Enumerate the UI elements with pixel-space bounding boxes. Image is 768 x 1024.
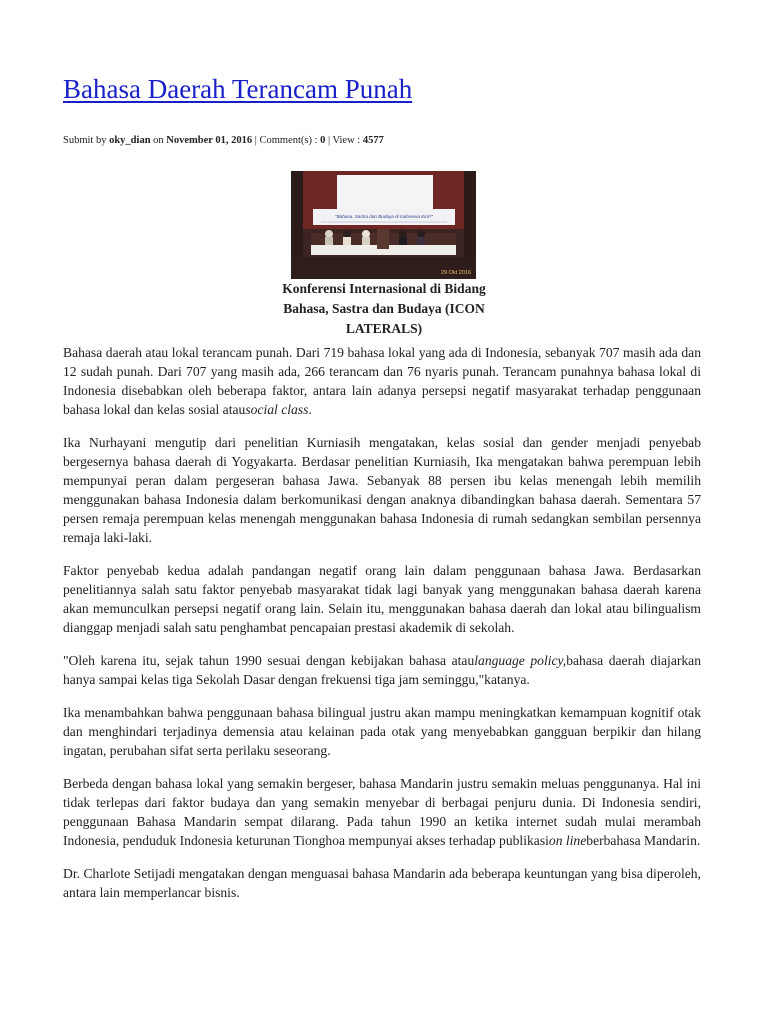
conference-photo-graphic: [291, 171, 476, 279]
paragraph-emphasis: social class: [245, 402, 309, 417]
banner-text: "Bahasa, Sastra dan Budaya di Indonesia Kini?": [334, 214, 434, 219]
paragraph-text: Berbeda dengan bahasa lokal yang semakin bergeser, bahasa Mandarin justru semakin meluas penggunanya. Hal ini tidak terlepas dari faktor budaya dan yang semakin menyebar di berbagai penjuru dunia. Di Indonesia sendiri, penggunaan Bahasa Mandarin sempat dilarang. Pada tahun 1990 an ketika internet sudah mulai merambah Indonesia, penduduk Indonesia keturunan Tionghoa mempunyai akses terhadap publikasi: [63, 776, 701, 848]
meta-date: November 01, 2016: [166, 135, 253, 146]
paragraph-text: "Oleh karena itu, sejak tahun 1990 sesuai dengan kebijakan bahasa atau: [63, 653, 475, 668]
paragraph-text: bahasa daerah diajarkan hanya sampai kelas tiga Sekolah Dasar dengan frekuensi tiga jam seminggu,"katanya.: [63, 653, 702, 687]
meta-submit-prefix: Submit by: [63, 135, 110, 146]
article-title-link[interactable]: Bahasa Daerah Terancam Punah: [63, 74, 413, 104]
paragraph: [63, 343, 701, 419]
paragraph: Ika Nurhayani mengutip dari penelitian Kurniasih mengatakan, kelas sosial dan gender menjadi penyebab bergesernya bahasa daerah di Yogyakarta. Berdasar penelitian Kurniasih, Ika mengatakan bahwa perempuan lebih mempunyai peran dalam pergeseran bahasa Jawa. Sebanyak 88 persen ibu kelas menengah lebih memilih menggunakan bahasa Indonesia dalam berkomunikasi dengan anaknya dibandingkan bahasa daerah. Sementara 57 persen remaja perempuan kelas menengah menggunakan bahasa Indonesia di rumah sedangkan sembilan persennya remaja laki-laki.: [63, 435, 701, 545]
conference-photo: [291, 171, 476, 279]
meta-comments-label: | Comment(s) :: [252, 135, 321, 146]
photo-caption: Konferensi Internasional di Bidang Bahasa, Sastra dan Budaya (ICON LATERALS): [282, 281, 486, 336]
paragraph-emphasis: on line: [548, 833, 587, 848]
paragraph: Faktor penyebab kedua adalah pandangan negatif orang lain dalam penggunaan bahasa Jawa. Berdasarkan penelitiannya salah satu faktor penyebab masyarakat tidak lagi banyak yang menggunakan bahasa daerah karena akan memunculkan persepsi negatif orang lain. Selain itu, menggunakan bahasa daerah dan lokal atau bilingualism dianggap menjadi salah satu penghambat pencapaian prestasi akademik di sekolah.: [63, 563, 701, 635]
photo-date-stamp: 29 Okt 2016: [441, 270, 471, 276]
paragraph-text: .: [308, 402, 312, 417]
meta-views-count: 4577: [362, 135, 384, 146]
article-body: [63, 343, 701, 916]
article-meta: [63, 135, 384, 146]
paragraph-emphasis: language policy,: [474, 653, 567, 668]
meta-comments-count: 0: [320, 135, 326, 146]
paragraph-text: berbahasa Mandarin.: [586, 833, 701, 848]
meta-on: on: [150, 135, 167, 146]
paragraph: Ika menambahkan bahwa penggunaan bahasa bilingual justru akan mampu meningkatkan kemampuan kognitif otak dan menghindari terjadinya demensia atau kelainan pada otak yang menyebabkan gangguan berpikir dan hilang ingatan, perubahan sifat serta perilaku seseorang.: [63, 705, 701, 758]
meta-author: oky_dian: [109, 135, 151, 146]
paragraph-text: Bahasa daerah atau lokal terancam punah. Dari 719 bahasa lokal yang ada di Indonesia, sebanyak 707 masih ada dan 12 sudah punah. Dari 707 yang masih ada, 266 terancam dan 76 nyaris punah. Terancam punahnya bahasa lokal di Indonesia disebabkan oleh beberapa faktor, antara lain adanya persepsi negatif masyarakat terhadap penggunaan bahasa lokal dan kelas sosial atau: [63, 345, 701, 417]
meta-views-label: | View :: [325, 135, 363, 146]
paragraph: [63, 651, 701, 689]
paragraph: Dr. Charlote Setijadi mengatakan dengan menguasai bahasa Mandarin ada beberapa keuntungan yang bisa diperoleh, antara lain memperlancar bisnis.: [63, 866, 701, 900]
paragraph: [63, 774, 701, 850]
